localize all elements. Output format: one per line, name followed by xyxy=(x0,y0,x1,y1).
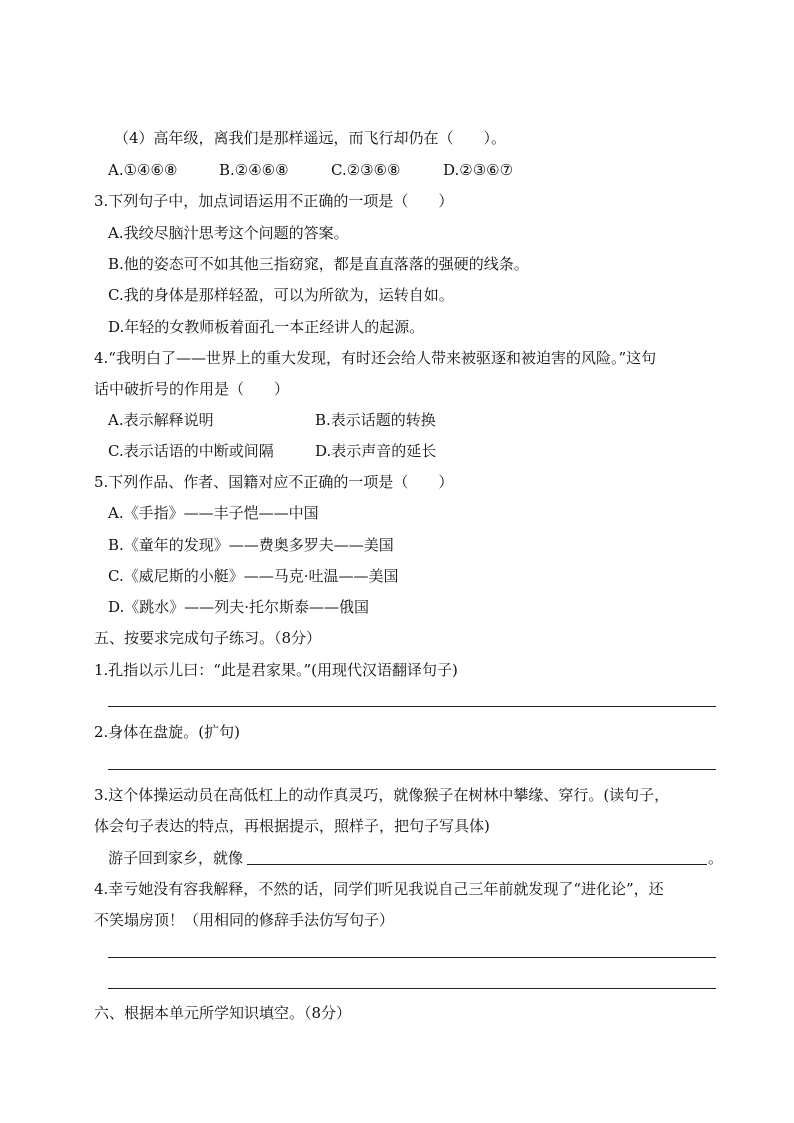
section-6-title: 六、根据本单元所学知识填空。（8分） xyxy=(94,1004,352,1022)
answer-blank[interactable] xyxy=(247,864,707,865)
section-5-question-3-end: 。 xyxy=(708,849,724,867)
answer-line[interactable] xyxy=(108,769,716,770)
answer-line[interactable] xyxy=(108,957,716,958)
question-item-4: （4）高年级，离我们是那样遥远，而飞行却仍在（ ）。 xyxy=(114,129,507,147)
question-4-option-d: D.表示声音的延长 xyxy=(315,442,437,460)
section-5-title: 五、按要求完成句子练习。（8分） xyxy=(94,629,322,647)
question-5-stem: 5.下列作品、作者、国籍对应不正确的一项是（ ） xyxy=(94,473,454,491)
option-d: D.②③⑥⑦ xyxy=(443,161,514,179)
section-5-question-2: 2.身体在盘旋。(扩句) xyxy=(94,723,241,741)
question-4-stem-line1: 4.“我明白了——世界上的重大发现，有时还会给人带来被驱逐和被迫害的风险。”这句 xyxy=(94,349,657,367)
option-a: A.①④⑥⑧ xyxy=(108,161,178,179)
section-5-question-3-line2: 体会句子表达的特点，再根据提示，照样子，把句子写具体) xyxy=(94,817,490,835)
section-5-question-3-line1: 3.这个体操运动员在高低杠上的动作真灵巧，就像猴子在树林中攀缘、穿行。(读句子， xyxy=(94,786,670,804)
option-c: C.②③⑥⑧ xyxy=(331,161,401,179)
question-3-stem: 3.下列句子中，加点词语运用不正确的一项是（ ） xyxy=(94,192,454,210)
section-5-question-3-prompt: 游子回到家乡，就像 xyxy=(108,849,244,867)
question-3-option-d: D.年轻的女教师板着面孔一本正经讲人的起源。 xyxy=(108,318,425,336)
section-5-question-4-line2: 不笑塌房顶！（用相同的修辞手法仿写句子） xyxy=(94,911,395,929)
answer-line[interactable] xyxy=(108,988,716,989)
question-5-option-b: B.《童年的发现》——费奥多罗夫——美国 xyxy=(108,536,394,554)
question-4-stem-line2: 话中破折号的作用是（ ） xyxy=(94,380,290,398)
question-3-option-b: B.他的姿态可不如其他三指窈窕，都是直直落落的强硬的线条。 xyxy=(108,255,529,273)
question-4-option-b: B.表示话题的转换 xyxy=(315,411,436,429)
option-b: B.②④⑥⑧ xyxy=(219,161,289,179)
question-3-option-a: A.我绞尽脑汁思考这个问题的答案。 xyxy=(108,224,349,242)
question-5-option-a: A.《手指》——丰子恺——中国 xyxy=(108,504,319,522)
question-3-option-c: C.我的身体是那样轻盈，可以为所欲为，运转自如。 xyxy=(108,286,454,304)
question-5-option-c: C.《威尼斯的小艇》——马克·吐温——美国 xyxy=(108,567,399,585)
question-5-option-d: D.《跳水》——列夫·托尔斯泰——俄国 xyxy=(108,598,370,616)
question-4-option-a: A.表示解释说明 xyxy=(108,411,214,429)
answer-line[interactable] xyxy=(108,706,716,707)
question-4-option-c: C.表示话语的中断或间隔 xyxy=(108,442,274,460)
section-5-question-1: 1.孔指以示儿曰：“此是君家果。”(用现代汉语翻译句子) xyxy=(94,661,458,679)
section-5-question-4-line1: 4.幸亏她没有容我解释，不然的话，同学们听见我说自己三年前就发现了“进化论”，还 xyxy=(94,880,664,898)
